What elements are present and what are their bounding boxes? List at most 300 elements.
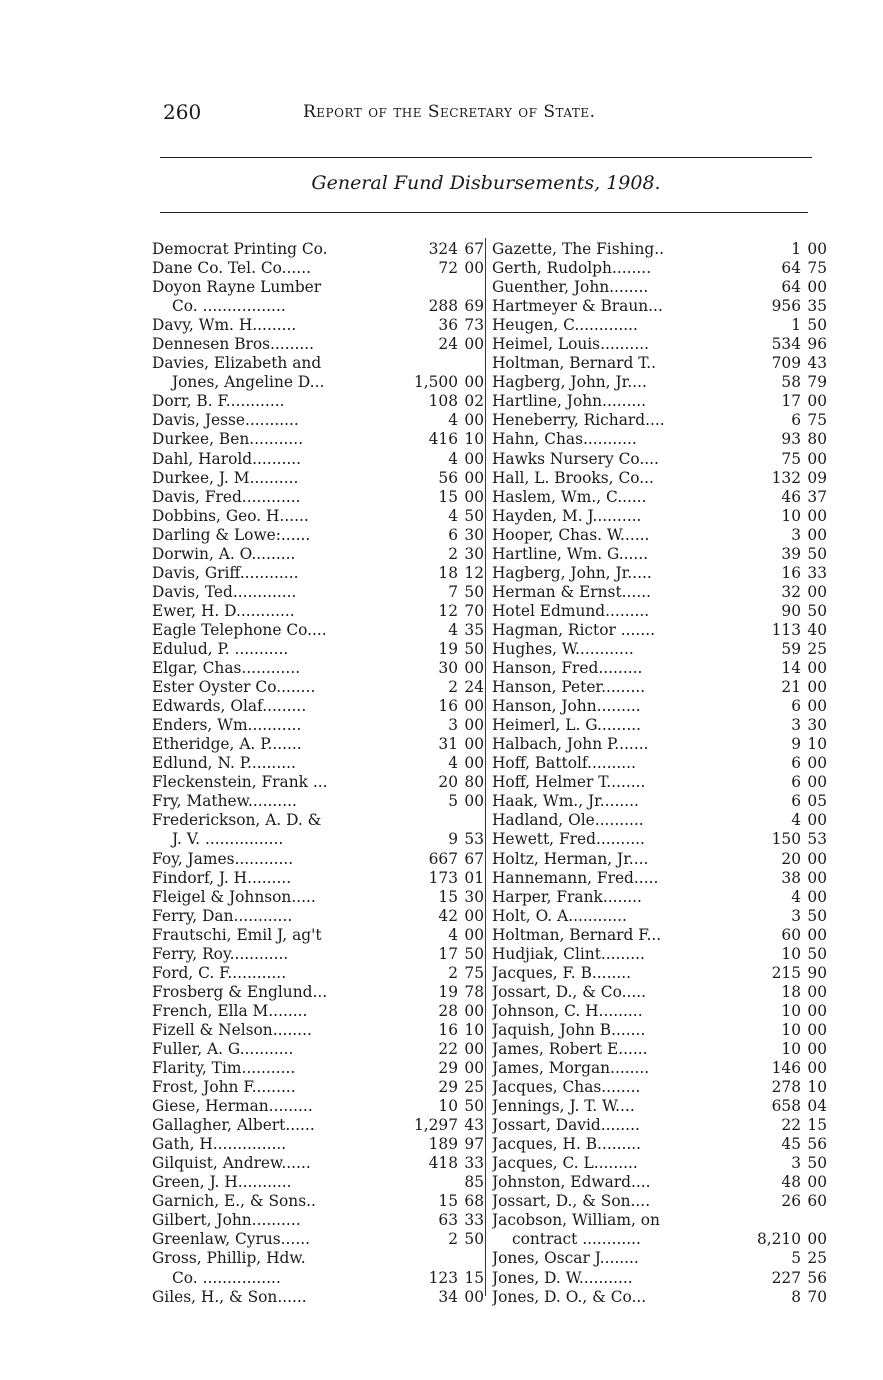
ledger-row [492,602,827,621]
ledger-row [492,869,827,888]
ledger-row [492,297,827,316]
ledger-row [152,1059,484,1078]
payee-name: Hanson, Fred......... [492,659,643,678]
ledger-row [492,773,827,792]
amount-cents: 60 [807,1192,827,1211]
amount-dollars: 4 [448,620,458,639]
amount-dollars: 10 [438,1097,458,1116]
amount-dollars: 3 [791,716,801,735]
amount-cents: 00 [807,1059,827,1078]
ledger-row [152,259,484,278]
ledger-row [492,945,827,964]
ledger-row [152,297,484,316]
ledger-row [152,964,484,983]
amount-cents: 00 [807,849,827,868]
ledger-row [492,1249,827,1268]
amount-dollars: 17 [781,392,801,411]
amount-cents: 10 [807,1078,827,1097]
amount-cents: 68 [464,1192,484,1211]
amount-cents: 00 [807,1001,827,1020]
payee-name: Durkee, Ben........... [152,430,304,449]
amount-dollars: 324 [428,240,458,258]
amount-dollars: 1 [791,240,801,258]
amount-cents: 00 [807,1173,827,1192]
amount-dollars: 4 [448,411,458,430]
ledger-row [152,526,484,545]
payee-name: Co. ................. [172,297,286,316]
amount-dollars: 956 [771,297,801,316]
amount-cents: 00 [807,506,827,525]
payee-name: Enders, Wm........... [152,716,302,735]
ledger-row [152,335,484,354]
amount-cents: 25 [807,1249,827,1268]
amount-dollars: 29 [438,1078,458,1097]
payee-name: French, Ella M........ [152,1001,308,1020]
amount-cents: 10 [464,430,484,449]
ledger-row [152,697,484,716]
ledger-row [492,411,827,430]
amount-dollars: 19 [438,982,458,1001]
ledger-row [492,450,827,469]
payee-name: Jossart, D., & Co..... [492,982,647,1001]
amount-dollars: 18 [781,982,801,1001]
payee-name: Jones, Oscar J........ [492,1249,639,1268]
amount-cents: 67 [464,849,484,868]
amount-dollars: 4 [791,887,801,906]
amount-cents: 35 [807,297,827,316]
amount-cents: 50 [807,944,827,963]
ledger-row [152,850,484,869]
amount-dollars: 2 [448,678,458,697]
amount-cents: 85 [464,1173,484,1192]
amount-dollars: 416 [428,430,458,449]
amount-cents: 00 [464,335,484,354]
payee-name: Haak, Wm., Jr........ [492,792,639,811]
amount-dollars: 12 [438,601,458,620]
payee-name: Gath, H............... [152,1135,287,1154]
payee-name: Dahl, Harold.......... [152,449,302,468]
ledger-row [152,354,484,373]
ledger-row [152,602,484,621]
ledger-row [492,526,827,545]
amount-dollars: 146 [771,1059,801,1078]
payee-name: Gilquist, Andrew...... [152,1154,311,1173]
payee-name: Holt, O. A............ [492,906,627,925]
ledger-row [152,1097,484,1116]
ledger-row [492,1021,827,1040]
ledger-row [492,983,827,1002]
ledger-row [152,773,484,792]
payee-name: Hartline, Wm. G...... [492,544,649,563]
ledger-row [492,1269,827,1288]
payee-name: Green, J. H........... [152,1173,292,1192]
ledger-row [152,869,484,888]
ledger-row [152,430,484,449]
payee-name: Davis, Fred............ [152,487,301,506]
payee-name: Holtman, Bernard T.. [492,354,657,373]
amount-dollars: 288 [428,297,458,316]
amount-dollars: 1 [791,316,801,335]
amount-cents: 30 [464,887,484,906]
ledger-row [492,850,827,869]
amount-dollars: 26 [781,1192,801,1211]
ledger-row [492,1230,827,1249]
amount-dollars: 14 [781,659,801,678]
amount-cents: 00 [464,735,484,754]
amount-cents: 80 [464,773,484,792]
ledger-row [492,430,827,449]
payee-name: Etheridge, A. P....... [152,735,302,754]
amount-dollars: 32 [781,582,801,601]
amount-dollars: 72 [438,259,458,278]
amount-cents: 00 [807,697,827,716]
amount-cents: 00 [807,392,827,411]
amount-dollars: 48 [781,1173,801,1192]
amount-cents: 25 [464,1078,484,1097]
ledger-row [492,1078,827,1097]
ledger-row [492,697,827,716]
amount-cents: 00 [464,716,484,735]
amount-dollars: 2 [448,544,458,563]
amount-cents: 90 [807,963,827,982]
amount-cents: 50 [807,1154,827,1173]
ledger-row [152,1154,484,1173]
amount-cents: 01 [464,868,484,887]
ledger-row [152,469,484,488]
ledger-row [492,1135,827,1154]
ledger-row [492,240,827,259]
amount-dollars: 4 [448,449,458,468]
amount-dollars: 5 [448,792,458,811]
right-column [492,240,827,1307]
amount-cents: 00 [464,659,484,678]
left-column [152,240,484,1307]
payee-name: Ferry, Dan............ [152,906,293,925]
payee-name: Jossart, D., & Son.... [492,1192,651,1211]
amount-dollars: 59 [781,639,801,658]
amount-cents: 00 [807,582,827,601]
amount-dollars: 10 [781,944,801,963]
payee-name: Frederickson, A. D. & [152,811,322,830]
ledger-row [152,907,484,926]
amount-dollars: 16 [438,1020,458,1039]
amount-cents: 00 [807,811,827,830]
payee-name: Guenther, John........ [492,278,649,297]
amount-dollars: 108 [428,392,458,411]
amount-dollars: 31 [438,735,458,754]
amount-dollars: 75 [781,449,801,468]
amount-cents: 40 [807,620,827,639]
ledger-row [152,1249,484,1268]
amount-cents: 50 [807,316,827,335]
amount-dollars: 93 [781,430,801,449]
ledger-row [492,1173,827,1192]
amount-dollars: 5 [791,1249,801,1268]
amount-dollars: 6 [448,525,458,544]
amount-cents: 43 [464,1116,484,1135]
payee-name: Garnich, E., & Sons.. [152,1192,316,1211]
payee-name: Holtman, Bernard F... [492,925,662,944]
amount-cents: 33 [464,1211,484,1230]
amount-dollars: 6 [791,773,801,792]
ledger-row [492,754,827,773]
ledger-row [152,1211,484,1230]
payee-name: Hudjiak, Clint......... [492,944,645,963]
payee-name: Johnson, C. H......... [492,1001,643,1020]
ledger-row [152,792,484,811]
ledger-row [492,335,827,354]
ledger-row [152,1116,484,1135]
amount-dollars: 709 [771,354,801,373]
payee-name: Ferry, Roy............ [152,944,289,963]
payee-name: Hannemann, Fred..... [492,868,659,887]
payee-name: Ester Oyster Co........ [152,678,316,697]
amount-dollars [402,1249,458,1268]
amount-cents: 00 [807,240,827,258]
amount-dollars: 132 [771,468,801,487]
ledger-row [152,507,484,526]
ledger-row [492,392,827,411]
ledger-row [492,678,827,697]
ledger-row [152,1230,484,1249]
amount-dollars: 534 [771,335,801,354]
payee-name: Elgar, Chas............ [152,659,301,678]
amount-dollars: 1,500 [413,373,458,392]
amount-cents: 30 [807,716,827,735]
amount-dollars: 6 [791,411,801,430]
payee-name: Davis, Ted............. [152,582,297,601]
payee-name: Findorf, J. H......... [152,868,292,887]
payee-name: Halbach, John P....... [492,735,649,754]
payee-name: Fleigel & Johnson..... [152,887,316,906]
amount-cents: 30 [464,544,484,563]
amount-dollars: 173 [428,868,458,887]
ledger-row [152,621,484,640]
amount-cents: 96 [807,335,827,354]
amount-cents: 02 [464,392,484,411]
payee-name: Harper, Frank........ [492,887,642,906]
payee-name: Dorr, B. F............ [152,392,285,411]
payee-name: Jennings, J. T. W.... [492,1097,635,1116]
payee-name: Dobbins, Geo. H...... [152,506,309,525]
payee-name: Hagberg, John, Jr.... [492,373,647,392]
amount-dollars: 8 [791,1287,801,1306]
amount-cents: 67 [464,240,484,258]
ledger-row [152,564,484,583]
amount-dollars: 19 [438,639,458,658]
amount-cents: 15 [464,1268,484,1287]
amount-dollars: 150 [771,830,801,849]
amount-dollars: 123 [428,1268,458,1287]
ledger-row [492,1192,827,1211]
section-title: General Fund Disbursements, 1908. [311,172,661,194]
payee-name: J. V. ................ [172,830,284,849]
amount-cents: 00 [464,792,484,811]
ledger-row [152,1002,484,1021]
amount-cents: 78 [464,982,484,1001]
amount-dollars [719,1211,801,1230]
amount-cents: 33 [464,1154,484,1173]
amount-dollars: 658 [771,1097,801,1116]
payee-name: Dane Co. Tel. Co...... [152,259,311,278]
amount-cents: 00 [464,697,484,716]
ledger-row [492,1154,827,1173]
ledger-row [492,259,827,278]
ledger-row [492,907,827,926]
amount-cents: 00 [807,1230,827,1249]
amount-cents: 33 [807,563,827,582]
payee-name: Hagberg, John, Jr..... [492,563,652,582]
payee-name: Ford, C. F............ [152,963,287,982]
amount-cents: 50 [464,944,484,963]
payee-name: Giese, Herman......... [152,1097,313,1116]
payee-name: Johnston, Edward.... [492,1173,651,1192]
payee-name: Hewett, Fred.......... [492,830,645,849]
amount-cents: 00 [807,1039,827,1058]
amount-dollars: 20 [781,849,801,868]
amount-dollars: 56 [438,468,458,487]
ledger-row [152,754,484,773]
amount-dollars: 8,210 [756,1230,801,1249]
amount-dollars: 45 [781,1135,801,1154]
amount-dollars: 6 [791,754,801,773]
ledger-row [492,583,827,602]
ledger-row [152,1078,484,1097]
amount-dollars: 16 [781,563,801,582]
ledger-row [152,545,484,564]
amount-dollars: 3 [791,525,801,544]
amount-cents: 00 [807,678,827,697]
payee-name: Edulud, P. ........... [152,639,289,658]
amount-dollars: 22 [438,1039,458,1058]
ledger-row [152,1040,484,1059]
amount-cents: 00 [807,525,827,544]
ledger-row [492,469,827,488]
amount-dollars: 36 [438,316,458,335]
ledger-row [492,659,827,678]
payee-name: contract ............ [512,1230,641,1249]
amount-cents: 00 [807,278,827,297]
ledger-row [152,450,484,469]
amount-cents: 00 [464,449,484,468]
amount-dollars: 278 [771,1078,801,1097]
payee-name: Fleckenstein, Frank ... [152,773,328,792]
payee-name: Hall, L. Brooks, Co... [492,468,654,487]
payee-name: Hooper, Chas. W...... [492,525,650,544]
payee-name: Fizell & Nelson........ [152,1020,312,1039]
payee-name: Jones, Angeline D... [172,373,325,392]
ledger-row [152,811,484,830]
amount-cents: 00 [807,659,827,678]
amount-dollars: 64 [781,259,801,278]
amount-cents: 75 [807,259,827,278]
payee-name: Gazette, The Fishing.. [492,240,665,258]
payee-name: Hoff, Helmer T........ [492,773,646,792]
amount-cents: 04 [807,1097,827,1116]
ledger-row [492,735,827,754]
payee-name: Hoff, Battolf.......... [492,754,636,773]
amount-cents: 69 [464,297,484,316]
amount-cents: 50 [464,506,484,525]
amount-cents: 00 [464,487,484,506]
amount-dollars: 28 [438,1001,458,1020]
amount-dollars: 4 [448,925,458,944]
ledger-row [152,392,484,411]
ledger-row [492,811,827,830]
payee-name: Co. ................ [172,1268,281,1287]
amount-cents: 56 [807,1268,827,1287]
amount-cents: 25 [807,639,827,658]
ledger-row [152,411,484,430]
amount-dollars: 16 [438,697,458,716]
amount-cents: 75 [807,411,827,430]
amount-cents: 00 [807,982,827,1001]
payee-name: Hughes, W............ [492,639,634,658]
amount-cents: 10 [464,1020,484,1039]
amount-cents: 50 [807,906,827,925]
amount-dollars [402,278,458,297]
amount-dollars: 17 [438,944,458,963]
ledger-row [492,354,827,373]
ledger-row [152,716,484,735]
amount-dollars: 24 [438,335,458,354]
amount-cents: 09 [807,468,827,487]
amount-dollars: 10 [781,1020,801,1039]
amount-dollars: 18 [438,563,458,582]
amount-cents: 00 [807,925,827,944]
amount-cents: 00 [807,754,827,773]
amount-dollars: 9 [448,830,458,849]
amount-cents: 00 [807,449,827,468]
payee-name: Gallagher, Albert...... [152,1116,315,1135]
payee-name: Hartline, John......... [492,392,647,411]
payee-name: Fry, Mathew.......... [152,792,297,811]
running-title: Report of the Secretary of State. [303,102,596,122]
ledger-row [152,983,484,1002]
payee-name: Hanson, Peter......... [492,678,646,697]
amount-dollars [402,811,458,830]
amount-dollars: 2 [448,963,458,982]
amount-dollars: 15 [438,487,458,506]
amount-cents [458,278,484,297]
amount-dollars: 215 [771,963,801,982]
payee-name: Davies, Elizabeth and [152,354,322,373]
amount-dollars: 10 [781,1039,801,1058]
payee-name: James, Morgan........ [492,1059,650,1078]
payee-name: Greenlaw, Cyrus...... [152,1230,311,1249]
amount-cents: 50 [464,1097,484,1116]
amount-cents [801,1211,827,1230]
ledger-row [492,278,827,297]
top-rule [160,157,812,158]
amount-dollars: 3 [448,716,458,735]
ledger-row [492,621,827,640]
amount-dollars: 60 [781,925,801,944]
ledger-row [492,1002,827,1021]
amount-cents: 30 [464,525,484,544]
amount-cents: 00 [464,411,484,430]
amount-dollars: 30 [438,659,458,678]
payee-name: Jacques, H. B......... [492,1135,642,1154]
payee-name: Hayden, M. J.......... [492,506,642,525]
payee-name: Hagman, Rictor ....... [492,620,655,639]
payee-name: Frosberg & Englund... [152,982,328,1001]
amount-dollars: 58 [781,373,801,392]
amount-cents: 00 [464,373,484,392]
amount-cents: 00 [464,1001,484,1020]
amount-dollars: 113 [771,620,801,639]
payee-name: Jacobson, William, on [492,1211,660,1230]
